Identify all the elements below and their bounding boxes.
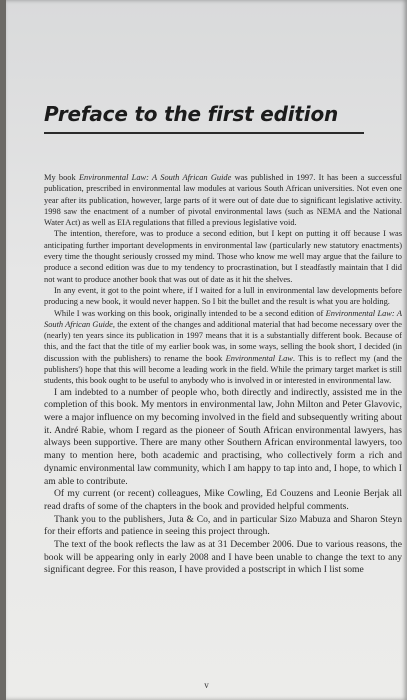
page-title: Preface to the first edition xyxy=(44,102,339,126)
paragraph-3: In any event, it got to the point where, if I waited for a lull in environmental law developments before producing a new book, it would never happen. So I bit the bullet and the result is what you are holding. xyxy=(44,285,402,307)
paragraph-4: While I was working on this book, originally intended to be a second edition of Environmental Law: A South African Guide, the extent of the changes and additional material that had become necessary over the (nearly) ten years since its publication in 1997 means that it is a substantially different book. Because of this, and the fact that the title of my earlier book was, in some ways, selling the book short, I decided (in discussion with the publishers) to rename the book Environmental Law. This is to reflect my (and the publishers') hope that this will become a leading work in the field. While the primary target market is still students, this book ought to be useful to anybody who is involved in or interested in environmental law. xyxy=(44,308,402,386)
book-page xyxy=(6,0,407,700)
paragraph-7: Thank you to the publishers, Juta & Co, and in particular Sizo Mabuza and Sharon Steyn for their efforts and patience in seeing this project through. xyxy=(44,513,402,538)
page-number: v xyxy=(204,680,209,690)
paragraph-1: My book Environmental Law: A South African Guide was published in 1997. It has been a successful publication, prescribed in environmental law modules at various South African universities. Not even one year after its publication, however, large parts of it were out of date due to significant legislative activity. 1998 saw the enactment of a number of pivotal environmental laws (such as NEMA and the National Water Act) as well as EIA regulations that filled a previous legislative void. xyxy=(44,173,402,228)
title-rule xyxy=(44,132,364,134)
paragraph-6: Of my current (or recent) colleagues, Mike Cowling, Ed Couzens and Leonie Berjak all read drafts of some of the chapters in the book and provided helpful comments. xyxy=(44,488,402,512)
paragraph-8: The text of the book reflects the law as at 31 December 2006. Due to various reasons, the book will be appearing only in early 2008 and I have been unable to change the text to any significant degree. For this reason, I have provided a postscript in which I list some xyxy=(44,539,402,576)
paragraph-5: I am indebted to a number of people who, both directly and indirectly, assisted me in the completion of this book. My mentors in environmental law, John Milton and Peter Glavovic, were a major influence on my becoming involved in the field and subsequently writing about it. André Rabie, whom I regard as the pioneer of South African environmental lawyers, has always been supportive. There are many other Southern African environmental lawyers, too many to mention here, both academic and practising, who collectively form a rich and dynamic environmental law community, which I am happy to tap into and, I hope, to which I am able to contribute. xyxy=(44,386,402,487)
book-title: Environmental Law xyxy=(225,353,293,363)
paragraph-2: The intention, therefore, was to produce a second edition, but I kept on putting it off because I was anticipating further important developments in environmental law (particularly new statutory enactments) every time the thought seriously crossed my mind. Those who know me well may argue that the failure to produce a second edition was due to my tendency to procrastination, but I steadfastly maintain that I did not want to produce another book that was out of date as it hit the shelves. xyxy=(44,229,402,284)
book-title: Environmental Law: A South African Guide xyxy=(44,308,402,329)
preface-body xyxy=(44,172,402,577)
book-title: Environmental Law: A South African Guide xyxy=(78,173,232,182)
